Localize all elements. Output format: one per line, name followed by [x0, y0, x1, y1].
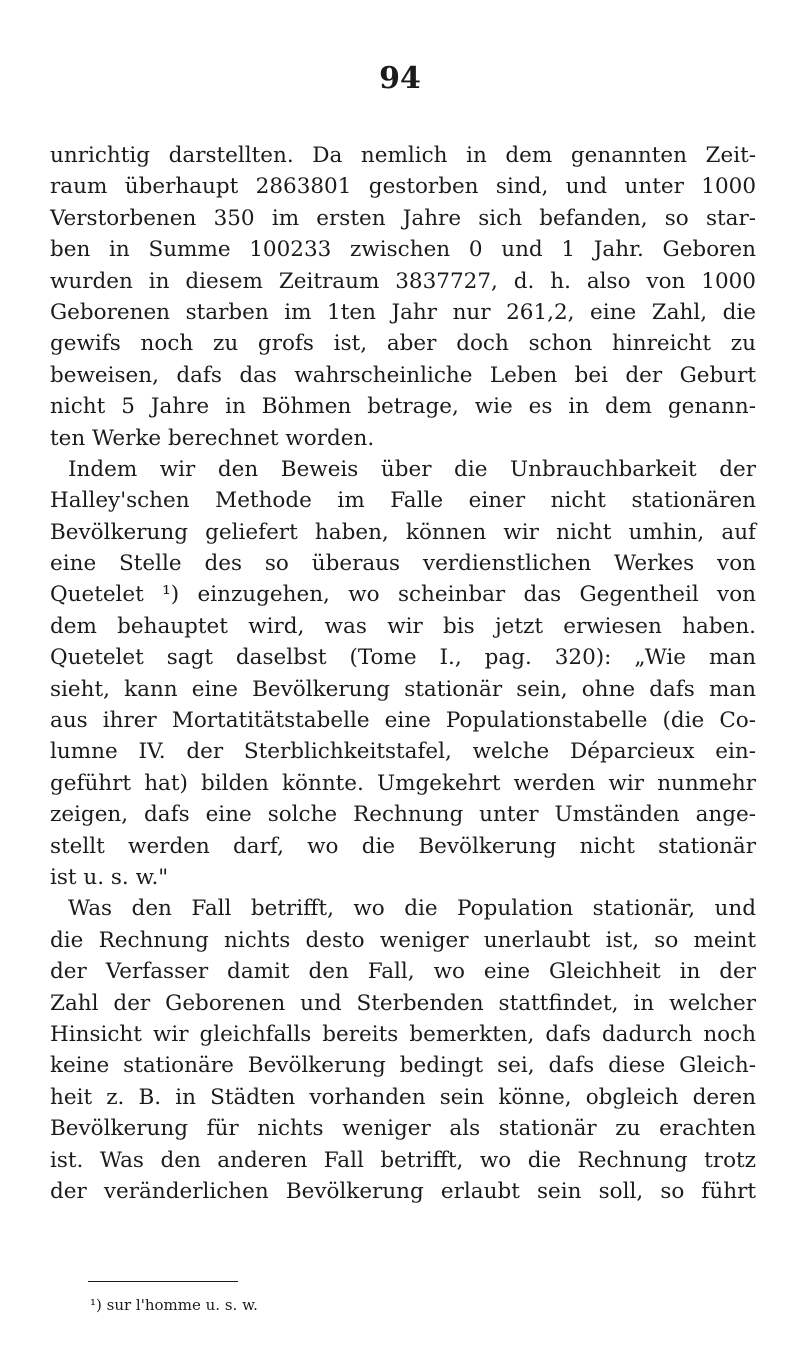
text-line: der veränderlichen Bevölkerung erlaubt sein soll, so führt — [50, 1178, 756, 1204]
text-line: Halley'schen Methode im Falle einer nicht stationären — [50, 488, 756, 514]
body-text — [50, 140, 756, 1207]
text-line: Indem wir den Beweis über die Unbrauchbarkeit der — [68, 456, 756, 482]
footnote-divider — [88, 1281, 238, 1282]
text-line: eine Stelle des so überaus verdienstlichen Werkes von — [50, 551, 756, 577]
text-line: lumne IV. der Sterblichkeitstafel, welche Déparcieux ein- — [50, 739, 756, 765]
text-line: Verstorbenen 350 im ersten Jahre sich befanden, so star- — [50, 205, 756, 231]
text-line: wurden in diesem Zeitraum 3837727, d. h. also von 1000 — [50, 268, 756, 294]
text-line: stellt werden darf, wo die Bevölkerung nicht stationär — [50, 833, 756, 859]
page-number: 94 — [379, 61, 421, 96]
text-line: unrichtig darstellten. Da nemlich in dem genannten Zeit- — [50, 143, 756, 168]
text-line: Was den Fall betrifft, wo die Population stationär, und — [68, 896, 756, 922]
text-line: keine stationäre Bevölkerung bedingt sei, dafs diese Gleich- — [50, 1053, 756, 1079]
text-line: heit z. B. in Städten vorhanden sein könne, obgleich deren — [50, 1084, 756, 1110]
text-line: ist. Was den anderen Fall betrifft, wo die Rechnung trotz — [50, 1147, 756, 1173]
text-line: zeigen, dafs eine solche Rechnung unter Umständen ange- — [50, 802, 756, 828]
text-line: beweisen, dafs das wahrscheinliche Leben bei der Geburt — [50, 362, 756, 388]
text-line: ist u. s. w." — [50, 864, 169, 890]
text-line: gewifs noch zu grofs ist, aber doch schon hinreicht zu — [50, 331, 756, 357]
footnote: ¹) sur l'homme u. s. w. — [90, 1296, 258, 1314]
text-line: Bevölkerung für nichts weniger als stationär zu erachten — [50, 1116, 756, 1142]
paragraph-1 — [50, 140, 756, 454]
text-line: dem behauptet wird, was wir bis jetzt erwiesen haben. — [50, 613, 756, 639]
text-line: raum überhaupt 2863801 gestorben sind, und unter 1000 — [50, 174, 756, 200]
text-line: Hinsicht wir gleichfalls bereits bemerkten, dafs dadurch noch — [50, 1021, 756, 1047]
text-line: nicht 5 Jahre in Böhmen betrage, wie es in dem genann- — [50, 394, 756, 420]
paragraph-3 — [50, 893, 756, 1207]
text-line: der Verfasser damit den Fall, wo eine Gleichheit in der — [50, 959, 756, 985]
text-line: die Rechnung nichts desto weniger unerlaubt ist, so meint — [50, 927, 756, 953]
text-line: geführt hat) bilden könnte. Umgekehrt werden wir nunmehr — [50, 770, 756, 796]
text-line: sieht, kann eine Bevölkerung stationär sein, ohne dafs man — [50, 676, 756, 702]
paragraph-2 — [50, 454, 756, 893]
text-line: ten Werke berechnet worden. — [50, 425, 375, 451]
text-line: Zahl der Geborenen und Sterbenden stattfindet, in welcher — [50, 990, 756, 1016]
text-line: Bevölkerung geliefert haben, können wir nicht umhin, auf — [50, 519, 756, 545]
text-line: Geborenen starben im 1ten Jahr nur 261,2, eine Zahl, die — [50, 299, 756, 325]
text-line: aus ihrer Mortatitätstabelle eine Populationstabelle (die Co- — [50, 708, 756, 734]
text-line: Quetelet ¹) einzugehen, wo scheinbar das Gegentheil von — [50, 582, 756, 608]
text-line: Quetelet sagt daselbst (Tome I., pag. 320): „Wie man — [50, 645, 756, 671]
text-line: ben in Summe 100233 zwischen 0 und 1 Jahr. Geboren — [50, 237, 756, 263]
